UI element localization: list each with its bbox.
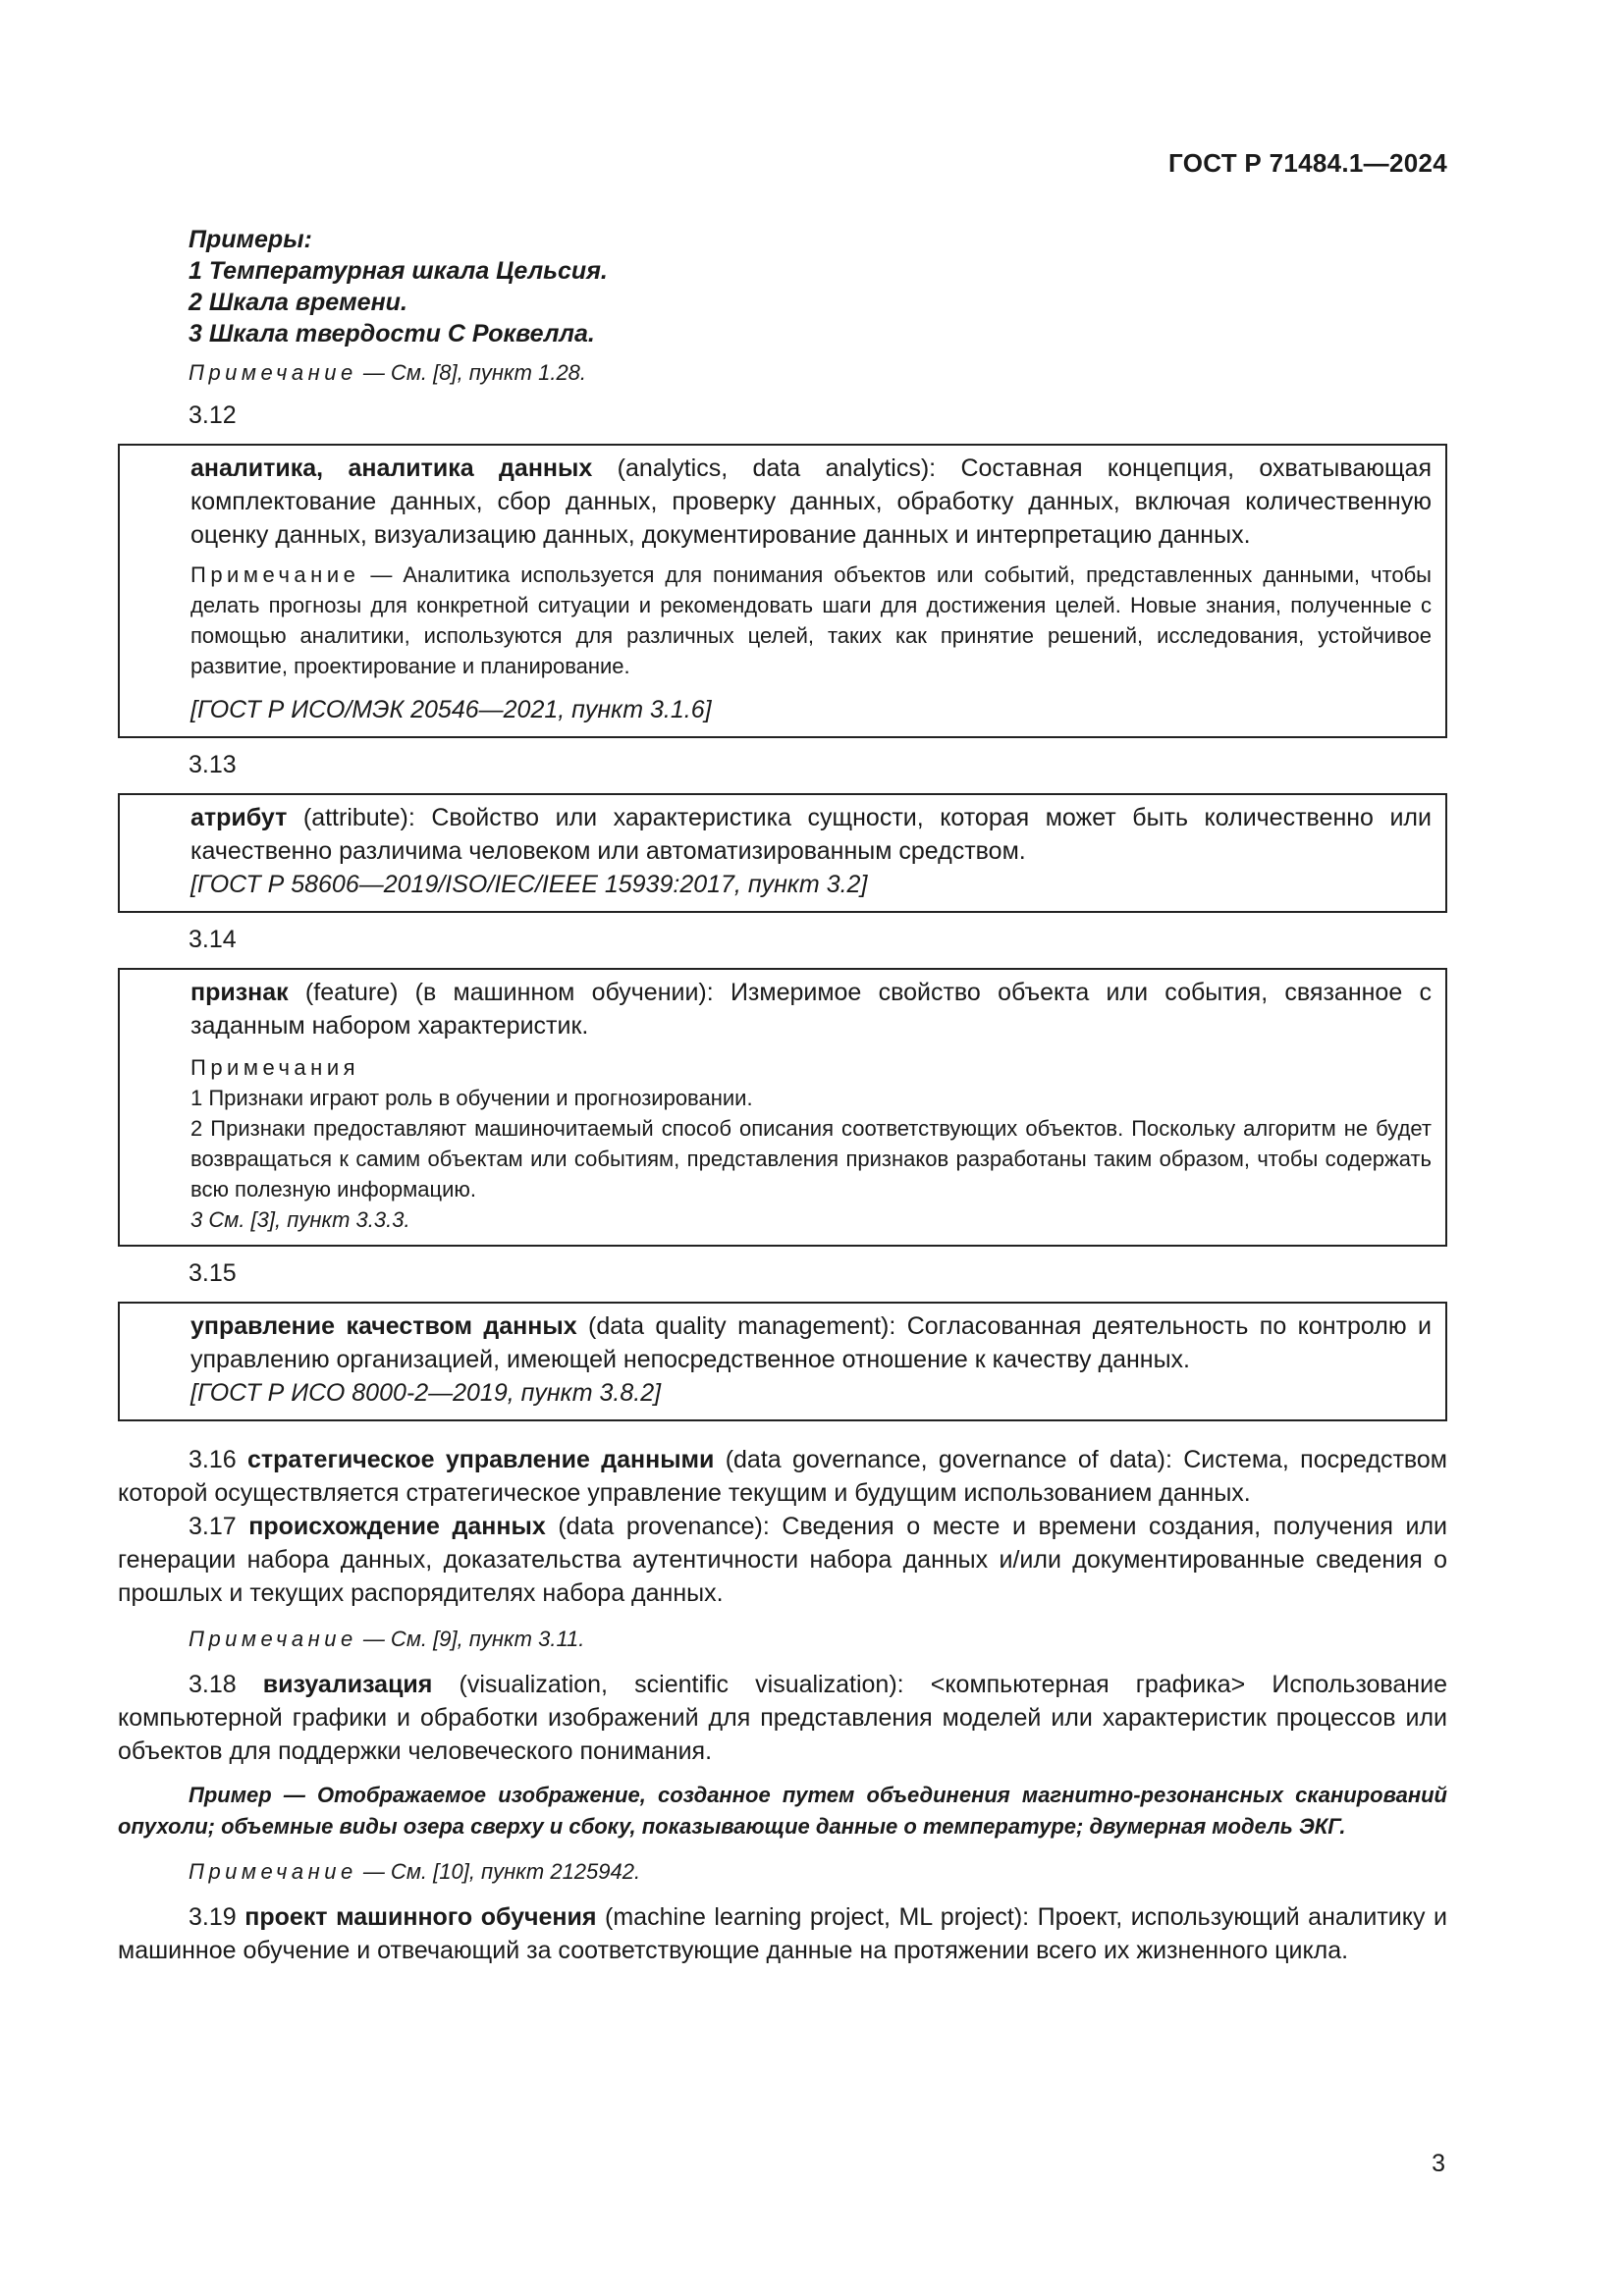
term-number: 3.13 [189, 751, 237, 778]
term-definition [190, 976, 1432, 1042]
notes-label: Примечания [190, 1055, 360, 1080]
definition-text: (data governance, governance of data): Система, посредством которой осуществляется стратегическое управление текущим и будущим использованием данных. [118, 1446, 1447, 1507]
note-text: — См. [9], пункт 3.11. [356, 1627, 585, 1651]
document-code-header: ГОСТ Р 71484.1—2024 [1168, 148, 1447, 178]
examples-note [189, 357, 1447, 389]
note-text: — См. [10], пункт 2125942. [356, 1859, 641, 1884]
definition-text: (data provenance): Сведения о месте и времени создания, получения или генерации набора данных, доказательства аутентичности набора данных и/или документированные сведения о прошлых и текущих распорядителях набора данных. [118, 1513, 1447, 1607]
term-english: (analytics, data analytics): [592, 454, 961, 482]
example-item: 3 Шкала твердости С Роквелла. [189, 320, 595, 347]
term-english: (attribute): [287, 804, 432, 831]
term-source: [ГОСТ Р 58606—2019/ISO/IEC/IEEE 15939:2017, пункт 3.2] [190, 871, 868, 898]
term-definition [190, 452, 1432, 552]
term-number: 3.15 [189, 1259, 237, 1287]
note-text: — См. [8], пункт 1.28. [356, 360, 587, 385]
term-note: 1 Признаки играют роль в обучении и прогнозировании. [190, 1086, 753, 1110]
term-paragraph-3-17 [118, 1510, 1447, 1610]
term-note [118, 1856, 1447, 1887]
term-box-3-14 [118, 968, 1447, 1247]
note-label: Примечание [189, 1859, 357, 1884]
note-label: Примечание [189, 360, 357, 385]
term-name: признак [190, 979, 289, 1006]
page-number: 3 [1432, 2150, 1445, 2177]
term-name: проект машинного обучения [244, 1903, 597, 1931]
definition-text: Согласованная деятельность по контролю и управлению организацией, имеющей непосредственное отношение к качеству данных. [190, 1312, 1432, 1373]
term-name: аналитика, аналитика данных [190, 454, 593, 482]
term-name: визуализация [262, 1671, 433, 1698]
term-name: управление качеством данных [190, 1312, 577, 1340]
note-text: — Аналитика используется для понимания объектов или событий, представленных данными, чтобы делать прогнозы для конкретной ситуации и рекомендовать шаги для достижения целей. Новые знания, полученные с помощью аналитики, используются для различных целей, таких как принятие решений, исследования, устойчивое развитие, проектирование и планирование. [190, 562, 1432, 678]
term-number: 3.19 [189, 1903, 245, 1931]
term-note: 3 См. [3], пункт 3.3.3. [190, 1207, 410, 1232]
note-label: Примечание [190, 562, 360, 587]
term-note [190, 560, 1432, 681]
term-box-3-15 [118, 1302, 1447, 1421]
term-name: атрибут [190, 804, 288, 831]
term-note: 2 Признаки предоставляют машиночитаемый способ описания соответствующих объектов. Поскольку алгоритм не будет возвращаться к самим объектам или событиям, представления признаков разработаны таким образом, чтобы содержать всю полезную информацию. [190, 1116, 1432, 1201]
example-item: 2 Шкала времени. [189, 289, 407, 316]
term-number: 3.12 [189, 401, 237, 429]
term-definition [190, 1309, 1432, 1376]
example-paragraph: Пример — Отображаемое изображение, созданное путем объединения магнитно-резонансных сканирований опухоли; объемные виды озера сверху и сбоку, показывающие данные о температуре; двумерная модель ЭКГ. [118, 1783, 1447, 1839]
term-english: (feature) (в машинном обучении): [288, 979, 731, 1006]
definition-text: (visualization, scientific visualization): <компьютерная графика> Использование компьютерной графики и обработки изображений для представления моделей или характеристик процессов или объектов для поддержки человеческого понимания. [118, 1671, 1447, 1765]
term-number: 3.14 [189, 926, 237, 953]
examples-block [118, 224, 1447, 389]
example-item: 1 Температурная шкала Цельсия. [189, 257, 608, 285]
term-number: 3.17 [189, 1513, 249, 1540]
term-english: (data quality management): [576, 1312, 907, 1340]
page-content [118, 224, 1447, 1967]
definition-text: Измеримое свойство объекта или события, связанное с заданным набором характеристик. [190, 979, 1432, 1040]
term-box-3-12 [118, 444, 1447, 738]
definition-text: Составная концепция, охватывающая комплектование данных, сбор данных, проверку данных, обработку данных, включая количественную оценку данных, визуализацию данных, документирование данных и интерпретацию данных. [190, 454, 1432, 549]
definition-text: Свойство или характеристика сущности, которая может быть количественно или качественно различима человеком или автоматизированным средством. [190, 804, 1432, 865]
term-note [118, 1624, 1447, 1654]
term-definition [190, 801, 1432, 868]
term-paragraph-3-19 [118, 1900, 1447, 1967]
term-paragraph-3-16 [118, 1443, 1447, 1510]
examples-title: Примеры: [189, 226, 312, 253]
term-paragraph-3-18 [118, 1668, 1447, 1768]
note-label: Примечание [189, 1627, 357, 1651]
term-number: 3.18 [189, 1671, 263, 1698]
term-name: стратегическое управление данными [246, 1446, 715, 1473]
term-source: [ГОСТ Р ИСО 8000-2—2019, пункт 3.8.2] [190, 1379, 662, 1407]
term-source: [ГОСТ Р ИСО/МЭК 20546—2021, пункт 3.1.6] [190, 696, 712, 723]
term-name: происхождение данных [248, 1513, 546, 1540]
term-box-3-13 [118, 793, 1447, 913]
definition-text: (machine learning project, ML project): Проект, использующий аналитику и машинное обучение и отвечающий за соответствующие данные на протяжении всего их жизненного цикла. [118, 1903, 1447, 1964]
term-number: 3.16 [189, 1446, 247, 1473]
